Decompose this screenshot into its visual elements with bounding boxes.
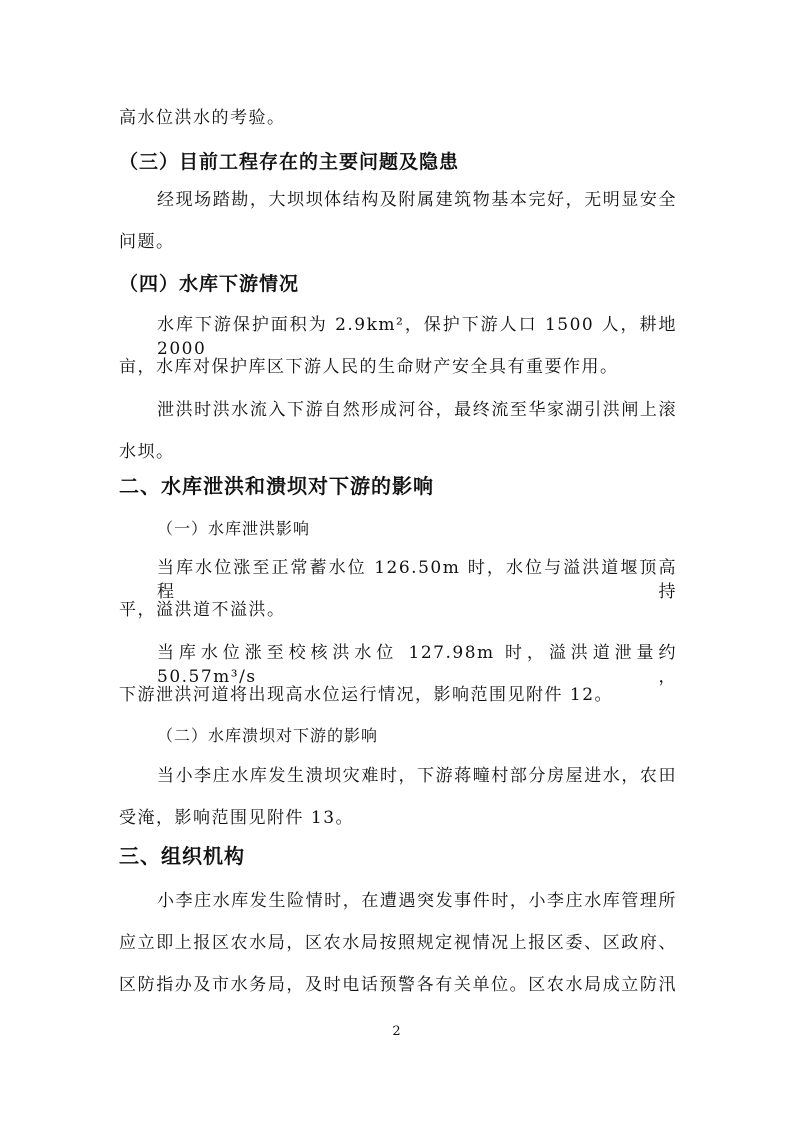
chapter-heading: 二、水库泄洪和溃坝对下游的影响 bbox=[119, 474, 434, 498]
paragraph-line: 应立即上报区农水局，区农水局按照规定视情况上报区委、区政府、 bbox=[119, 933, 677, 953]
section-heading: （四）水库下游情况 bbox=[119, 273, 300, 295]
paragraph-line: 水坝。 bbox=[119, 442, 175, 462]
paragraph-line: 当小李庄水库发生溃坝灾难时，下游蒋疃村部分房屋进水，农田 bbox=[157, 766, 677, 786]
paragraph-line: 问题。 bbox=[119, 232, 175, 252]
paragraph-line: 水库下游保护面积为 2.9km²，保护下游人口 1500 人，耕地 2000 bbox=[157, 315, 677, 359]
paragraph-line: 泄洪时洪水流入下游自然形成河谷，最终流至华家湖引洪闸上滚 bbox=[157, 400, 677, 420]
page-number: 2 bbox=[392, 1024, 401, 1039]
paragraph-line: 经现场踏勘，大坝坝体结构及附属建筑物基本完好，无明显安全 bbox=[157, 190, 677, 210]
paragraph-line: 小李庄水库发生险情时，在遭遇突发事件时，小李庄水库管理所 bbox=[157, 891, 677, 911]
paragraph-line: 当库水位涨至校核洪水位 127.98m 时，溢洪道泄量约 50.57m³/s， bbox=[157, 643, 677, 687]
subsection-heading: （二）水库溃坝对下游的影响 bbox=[157, 726, 379, 745]
section-heading: （三）目前工程存在的主要问题及隐患 bbox=[119, 151, 460, 173]
subsection-heading: （一）水库泄洪影响 bbox=[157, 519, 311, 538]
paragraph-line: 高水位洪水的考验。 bbox=[119, 108, 286, 128]
paragraph-line: 下游泄洪河道将出现高水位运行情况，影响范围见附件 12。 bbox=[119, 685, 614, 705]
paragraph-line: 区防指办及市水务局，及时电话预警各有关单位。区农水局成立防汛 bbox=[119, 975, 677, 995]
chapter-heading: 三、组织机构 bbox=[119, 844, 245, 868]
paragraph-line: 平，溢洪道不溢洪。 bbox=[119, 600, 286, 620]
paragraph-line: 当库水位涨至正常蓄水位 126.50m 时，水位与溢洪道堰顶高程持 bbox=[157, 558, 677, 602]
paragraph-line: 受淹，影响范围见附件 13。 bbox=[119, 808, 355, 828]
paragraph-line: 亩，水库对保护库区下游人民的生命财产安全具有重要作用。 bbox=[119, 357, 619, 377]
